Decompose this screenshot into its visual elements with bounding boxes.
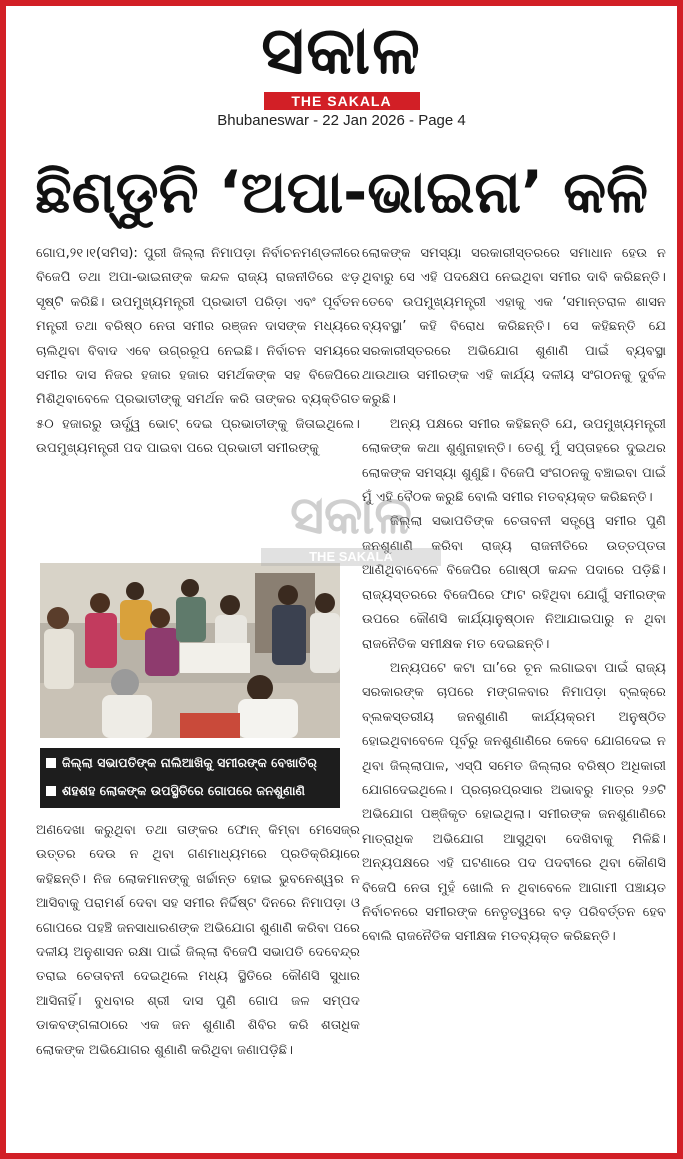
watermark-strip: THE SAKALA [261, 548, 441, 566]
right-paragraph-3: ଜିଲ୍ଲା ସଭାପତିଙ୍କ ଚେତାବନୀ ସତ୍ତ୍ୱେ ସମୀର ପୁଣି ଜନଶୁଣାଣି କରିବା ରାଜ୍ୟ ରାଜନୀତିରେ ଉତ୍ତପ୍ତତା ଆଣିଥିବାବେଳେ ବିଜେପିର ଗୋଷ୍ଠୀ କନ୍ଦଳ ପଦାରେ ପଡ଼ିଛି। ରାଜ୍ୟସ୍ତରରେ ବିଜେପିରେ ଫାଟ ରହିଥିବା ଯୋଗୁଁ ସମୀରଙ୍କ ଉପରେ କୌଣସି କାର୍ଯ୍ୟାନୁଷ୍ଠାନ ନିଆଯାଇପାରୁ ନ ଥିବା ରାଜନୈତିକ ସମୀକ୍ଷକ ମତ ଦେଇଛନ୍ତି। [362, 514, 666, 652]
right-paragraph-2: ଅନ୍ୟ ପକ୍ଷରେ ସମୀର କହିଛନ୍ତି ଯେ, ଉପମୁଖ୍ୟମନ୍ତ୍ରୀ ଲୋକଙ୍କ କଥା ଶୁଣୁନାହାନ୍ତି। ତେଣୁ ମୁଁ ସପ୍ତାହରେ ଦୁଇଥର ଲୋକଙ୍କ ସମସ୍ୟା ଶୁଣୁଛି। ବିଜେପି ସଂଗଠନକୁ ବଞ୍ଚାଇବା ପାଇଁ ମୁଁ ଏହି ବୈଠକ କରୁଛି ବୋଲି ସମୀର ମତବ୍ୟକ୍ତ କରିଛନ୍ତି। [362, 416, 666, 506]
headline: ଛିଣ୍ଡୁନି ‘ଅପା-ଭାଇନା’ କଳି [35, 158, 648, 226]
caption-text-1: ଜିଲ୍ଲା ସଭାପତିଙ୍କ ନାଲିଆଖିକୁ ସମୀରଙ୍କ ବେଖାତିର୍ [62, 755, 317, 770]
logo-strip: THE SAKALA [264, 92, 420, 110]
square-bullet-icon [46, 786, 56, 796]
photo-caption [40, 748, 340, 808]
photo-image [40, 563, 340, 738]
caption-text-2: ଶହଶହ ଲୋକଙ୍କ ଉପସ୍ଥିତିରେ ଗୋପରେ ଜନଶୁଣାଣି [62, 783, 306, 798]
left-column-bottom [36, 819, 360, 1063]
left-paragraph-2: ଅଣଦେଖା କରୁଥିବା ତଥା ତାଙ୍କର ଫୋନ୍ କିମ୍ବା ମେସେଜ୍‌ର ଉତ୍ତର ଦେଉ ନ ଥିବା ଗଣମାଧ୍ୟମରେ ପ୍ରତିକ୍ରିୟାରେ କହିଛନ୍ତି। ନିଜ ଲୋକମାନଙ୍କୁ ଖର୍ଚ୍ଚାନ୍ତ ହୋଇ ଭୁବନେଶ୍ୱର ନ ଆସିବାକୁ ପରାମର୍ଶ ଦେବା ସହ ସମୀର ନିର୍ଦ୍ଦିଷ୍ଟ ଦିନରେ ନିମାପଡ଼ା ଓ ଗୋପରେ ପହଞ୍ଚି ଜନସାଧାରଣଙ୍କ ଅଭିଯୋଗ ଶୁଣାଣି କରିବା ପରେ ଦଳୀୟ ଅନୁଶାସନ ରକ୍ଷା ପାଇଁ ଜିଲ୍ଲା ବିଜେପି ସଭାପତି ଦେବେନ୍ଦ୍ର ତରାଇ ଚେତାବନୀ ଦେଇଥିଲେ ମଧ୍ୟ ସ୍ଥିତିରେ କୌଣସି ସୁଧାର ଆସିନାହିଁ। ବୁଧବାର ଶ୍ରୀ ଦାସ ପୁଣି ଗୋପ ଜଳ ସମ୍ପଦ ଡାକବଙ୍ଗଳାଠାରେ ଏକ ଜନ ଶୁଣାଣି ଶିବିର କରି ଶତାଧିକ ଲୋକଙ୍କ ଅଭିଯୋଗର ଶୁଣାଣି କରିଥିବା ଜଣାପଡ଼ିଛି। [36, 823, 360, 1058]
masthead [6, 12, 677, 129]
news-photo [40, 563, 340, 738]
right-paragraph-4: ଅନ୍ୟପଟେ କଟା ଘା’ରେ ଚୂନ ଲଗାଇବା ପାଇଁ ରାଜ୍ୟ ସରକାରଙ୍କ ଚାପରେ ମଙ୍ଗଳବାର ନିମାପଡ଼ା ବ୍ଲକ୍‌ରେ ବ୍ଲକସ୍ତରୀୟ ଜନଶୁଣାଣି କାର୍ଯ୍ୟକ୍ରମ ଅନୁଷ୍ଠିତ ହୋଇଥିବାବେଳେ ପୂର୍ବରୁ ଜନଶୁଣାଣିରେ କେବେ ଯୋଗଦେଇ ନ ଥିବା ଜିଲ୍ଲାପାଳ, ଏସ୍‌ପି ସମେତ ଜିଲ୍ଲାର ବରିଷ୍ଠ ଅଧିକାରୀ ଯୋଗଦେଇଥିଲେ। ପ୍ରଚାରପ୍ରସାର ଅଭାବରୁ ମାତ୍ର ୨୬ଟି ଅଭିଯୋଗ ପଞ୍ଜିକୃତ ହୋଇଥିଲା। ସମୀରଙ୍କ ଜନଶୁଣାଣିରେ ମାତ୍ରାଧିକ ଅଭିଯୋଗ ଆସୁଥିବା ଦେଖିବାକୁ ମିଳିଛି। ଅନ୍ୟପକ୍ଷରେ ଏହି ଘଟଣାରେ ପଦ ପଦବୀରେ ଥିବା କୌଣସି ବିଜେପି ନେତା ମୁହଁ ଖୋଲି ନ ଥିବାବେଳେ ଆଗାମୀ ପଞ୍ଚାୟତ ନିର୍ବାଚନରେ ସମୀରଙ୍କ ନେତୃତ୍ୱରେ ବଡ଼ ପରିବର୍ତ୍ତନ ହେବ ବୋଲି ରାଜନୈତିକ ସମୀକ୍ଷକ ମତବ୍ୟକ୍ତ କରିଛନ୍ତି। [362, 660, 666, 945]
caption-line-1 [40, 748, 340, 776]
caption-line-2 [40, 776, 340, 804]
left-paragraph-1: ଗୋପ,୨୧।୧(ସମିସ): ପୁରୀ ଜିଲ୍ଲା ନିମାପଡ଼ା ନିର୍ବାଚନମଣ୍ଡଳୀରେ ବିଜେପି ତଥା ଅପା-ଭାଇନାଙ୍କ କନ୍ଦଳ ରାଜ୍ୟ ରାଜନୀତିରେ ଝଡ଼ ସୃଷ୍ଟି କରିଛି। ଉପମୁଖ୍ୟମନ୍ତ୍ରୀ ପ୍ରଭାତୀ ପରିଡ଼ା ଏବଂ ପୂର୍ବତନ ମନ୍ତ୍ରୀ ତଥା ବରିଷ୍ଠ ନେତା ସମୀର ରଞ୍ଜନ ଦାସଙ୍କ ମଧ୍ୟରେ ଚାଲିଥିବା ବିବାଦ ଏବେ ଉଗ୍ରରୂପ ନେଇଛି। ନିର୍ବାଚନ ସମୟରେ ସମୀର ଦାସ ନିଜର ହଜାର ହଜାର ସମର୍ଥକଙ୍କ ସହ ବିଜେପିରେ ମିଶିଥିବାବେଳେ ପ୍ରଭାତୀଙ୍କୁ ସମର୍ଥନ କରି ତାଙ୍କର ବ୍ୟକ୍ତିଗତ ୫୦ ହଜାରରୁ ଊର୍ଦ୍ଧ୍ୱ ଭୋଟ୍ ଦେଇ ପ୍ରଭାତୀଙ୍କୁ ଜିତାଇଥିଲେ। ଉପମୁଖ୍ୟମନ୍ତ୍ରୀ ପଦ ପାଇବା ପରେ ପ୍ରଭାତୀ ସମୀରଙ୍କୁ [36, 246, 360, 457]
right-column [362, 242, 666, 950]
right-paragraph-1: ଲୋକଙ୍କ ସମସ୍ୟା ସରକାରୀସ୍ତରରେ ସମାଧାନ ହେଉ ନ ଥିବାରୁ ସେ ଏହି ପଦକ୍ଷେପ ନେଇଥିବା ସମୀର ଦାବି କରିଛନ୍ତି। ତେବେ ଉପମୁଖ୍ୟମନ୍ତ୍ରୀ ଏହାକୁ ଏକ ‘ସମାନ୍ତରାଳ ଶାସନ ବ୍ୟବସ୍ଥା’ କହି ବିରୋଧ କରିଛନ୍ତି। ସେ କହିଛନ୍ତି ଯେ ସରକାରୀସ୍ତରରେ ଅଭିଯୋଗ ଶୁଣାଣି ପାଇଁ ବ୍ୟବସ୍ଥା ଥାଉଥାଉ ସମୀରଙ୍କ ଏହି କାର୍ଯ୍ୟ ଦଳୀୟ ସଂଗଠନକୁ ଦୁର୍ବଳ କରୁଛି। [362, 246, 666, 408]
left-column-top [36, 242, 360, 462]
dateline: Bhubaneswar - 22 Jan 2026 - Page 4 [217, 112, 466, 129]
newspaper-logo [192, 12, 492, 110]
logo-wordmark: ସକାଳ [261, 12, 422, 89]
watermark-wordmark: ସକାଳ [290, 486, 412, 546]
square-bullet-icon [46, 758, 56, 768]
